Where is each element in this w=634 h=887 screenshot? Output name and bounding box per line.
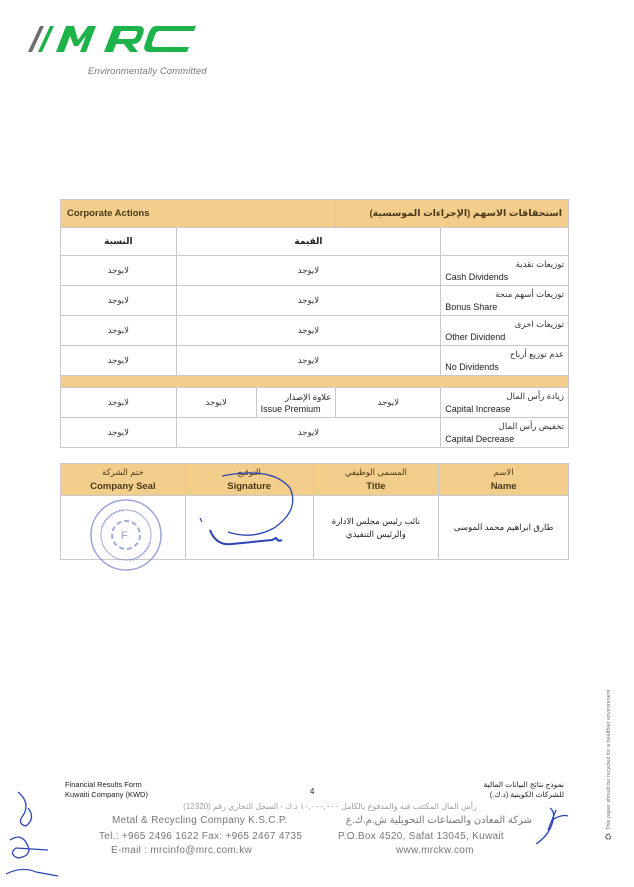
table-row-capital-increase <box>61 388 569 418</box>
footer-registration: رأس المال المكتتب فيه والمدفوع بالكامل ١٠,٠٠٠,٠٠٠ د.ك - السجل التجاري رقم (12320) <box>183 802 477 811</box>
ratio-cell: لايوجد <box>61 388 177 418</box>
row-label-ar: عدم توزيع أرباح <box>509 349 564 359</box>
header-name-ar: الاسم <box>493 467 514 477</box>
row-label <box>441 286 569 316</box>
row-label-en: No Dividends <box>445 362 499 372</box>
footer-left-line1: Financial Results Form <box>65 780 142 789</box>
recycle-note-text: This paper should be recycled for a healthier environment <box>606 689 612 830</box>
header-signature-ar: التوقيع <box>237 467 261 477</box>
header-seal-en: Company Seal <box>90 481 156 492</box>
table-row <box>61 316 569 346</box>
row-label-ar: توزيعات أسهم منحة <box>495 289 564 299</box>
ratio-cell: لايوجد <box>61 346 177 376</box>
value-cell: لايوجد <box>176 418 440 448</box>
initials-scribble-icon <box>530 800 570 850</box>
section-divider <box>61 376 569 388</box>
row-label-ar: توزيعات اخرى <box>514 319 564 329</box>
signature-scribble-icon <box>192 468 312 558</box>
footer-right-line2: للشركات الكويتية (د.ك.) <box>489 790 564 799</box>
recycle-icon: ♻ <box>604 832 613 842</box>
value-cell: لايوجد <box>176 256 440 286</box>
initials-scribble-icon <box>2 788 62 883</box>
row-label-en: Capital Increase <box>445 404 511 414</box>
header-title-ar: المسمى الوظيفي <box>344 467 407 477</box>
corporate-actions-header <box>61 200 569 228</box>
row-label-ar: زيادة رأس المال <box>506 391 564 401</box>
issue-premium-en: Issue Premium <box>260 403 321 414</box>
row-label-en: Bonus Share <box>445 302 498 312</box>
footer-company <box>112 815 532 826</box>
header-title-en: Title <box>366 481 386 492</box>
table-row <box>61 286 569 316</box>
header-signature-en: Signature <box>227 481 272 492</box>
premium-value-cell: لايوجد <box>176 388 256 418</box>
company-stamp-icon <box>88 497 164 573</box>
header-title <box>313 464 439 496</box>
footer-company-en: Metal & Recycling Company K.S.C.P. <box>112 815 288 826</box>
row-label <box>441 388 569 418</box>
column-header-row <box>61 228 569 256</box>
svg-text:F: F <box>121 530 128 542</box>
title-line-2: والرئيس التنفيذي <box>345 528 406 539</box>
row-label-ar: تخفيض رأس المال <box>498 421 564 431</box>
footer-pobox: P.O.Box 4520, Safat 13045, Kuwait <box>338 831 504 842</box>
table-row <box>61 256 569 286</box>
signatory-name: طارق ابراهيم محمد الموسى <box>439 496 569 560</box>
row-label-ar: توزيعات نقدية <box>515 259 564 269</box>
footer-form-info-ar <box>484 780 564 800</box>
corporate-actions-table <box>60 199 569 448</box>
table-row <box>61 346 569 376</box>
header-name <box>439 464 569 496</box>
title-line-1: نائب رئيس مجلس الادارة <box>331 515 421 526</box>
footer-right-line1: نموذج نتائج البيانات المالية <box>483 780 564 789</box>
row-label <box>441 316 569 346</box>
ratio-cell: لايوجد <box>61 256 177 286</box>
value-cell: لايوجد <box>176 316 440 346</box>
footer-phone-fax: Tel.: +965 2496 1622 Fax: +965 2467 4735 <box>99 831 303 842</box>
ratio-cell: لايوجد <box>61 418 177 448</box>
row-label <box>441 418 569 448</box>
row-label <box>441 346 569 376</box>
column-ratio: النسبة <box>61 228 177 256</box>
row-label-en: Cash Dividends <box>445 272 509 282</box>
row-label-en: Other Dividend <box>445 332 506 342</box>
mrc-logo-mark <box>26 14 226 69</box>
table-row-capital-decrease <box>61 418 569 448</box>
footer-form-info <box>65 780 148 800</box>
column-value: القيمة <box>176 228 440 256</box>
footer-company-ar: شركة المعادن والصناعات التحويلية ش.م.ك.ع <box>345 815 532 826</box>
header-name-en: Name <box>490 481 517 492</box>
corporate-actions-title-ar: استحقاقات الاسهم (الإجراءات الموسسية) <box>336 200 569 228</box>
logo-tagline: Environmentally Committed <box>88 66 207 77</box>
row-label <box>441 256 569 286</box>
issue-premium-label <box>256 388 336 418</box>
column-label <box>441 228 569 256</box>
signatures-header <box>61 464 569 496</box>
ratio-cell: لايوجد <box>61 316 177 346</box>
header-company-seal <box>61 464 186 496</box>
value-cell: لايوجد <box>336 388 441 418</box>
value-cell: لايوجد <box>176 346 440 376</box>
issue-premium-ar: علاوة الإصدار <box>285 391 332 402</box>
footer-email[interactable]: E-mail : mrcinfo@mrc.com.kw <box>111 845 253 856</box>
title-cell <box>313 496 439 560</box>
corporate-actions-title-en: Corporate Actions <box>61 200 336 228</box>
ratio-cell: لايوجد <box>61 286 177 316</box>
header-seal-ar: ختم الشركة <box>102 467 144 477</box>
row-label-en: Capital Decrease <box>445 434 515 444</box>
footer-left-line2: Kuwaiti Company (KWD) <box>65 790 148 799</box>
page-number: 4 <box>310 787 315 796</box>
recycle-note <box>606 689 616 830</box>
footer-website[interactable]: www.mrckw.com <box>396 845 474 856</box>
value-cell: لايوجد <box>176 286 440 316</box>
